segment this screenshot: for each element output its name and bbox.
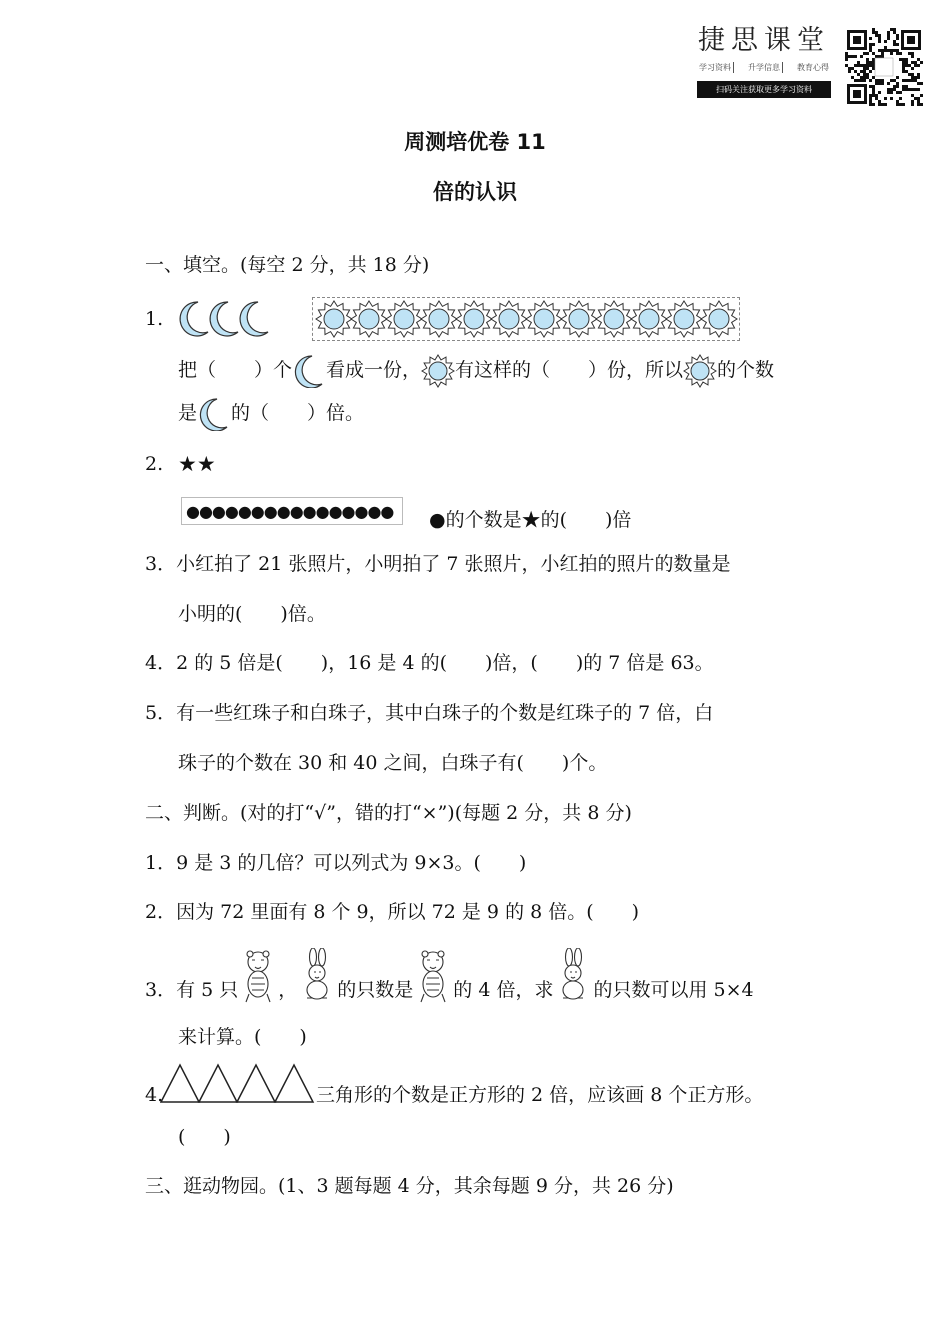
sun-icon <box>491 301 527 337</box>
s2-q3-text: 的只数可以用 5×4 <box>593 979 754 1001</box>
q5-line2: 珠子的个数在 30 和 40 之间，白珠子有( )个。 <box>178 752 608 774</box>
sun-icon <box>701 301 737 337</box>
s2-q3-text: ， <box>278 979 298 1001</box>
brand-tag: 学习资料 <box>697 62 734 73</box>
brand-bar: 扫码关注获取更多学习资料 <box>697 81 831 98</box>
s2-q3-line1 <box>145 976 754 1004</box>
q1-text: 的个数 <box>717 359 775 381</box>
triangle-icon <box>237 1065 275 1102</box>
q2-stars: ★★ <box>178 452 216 476</box>
sun-icon <box>526 301 562 337</box>
moon-icon <box>292 354 326 388</box>
sun-icon <box>631 301 667 337</box>
q1-text: 看成一份， <box>326 359 422 381</box>
moon-icon <box>197 397 231 431</box>
brand-tags <box>697 62 831 73</box>
brand-name: 捷思课堂 <box>698 25 830 56</box>
rabbit-icon <box>297 948 337 1004</box>
sun-icon <box>683 354 717 388</box>
sun-icon <box>596 301 632 337</box>
s2-q4-text: 三角形的个数是正方形的 2 倍，应该画 8 个正方形。 <box>316 1084 764 1106</box>
rabbit-icon <box>553 948 593 1004</box>
sun-icon <box>422 355 454 387</box>
q1-text: 把（ ）个 <box>178 359 293 381</box>
sun-icon <box>666 301 702 337</box>
s2-q3-line2: 来计算。( ) <box>178 1026 307 1048</box>
sun-icon <box>351 301 387 337</box>
q1-line2 <box>178 397 364 431</box>
q1-text: 的（ ）倍。 <box>231 402 365 424</box>
q1-line1 <box>178 354 774 388</box>
brand-tag: 教育心得 <box>797 63 829 72</box>
q5-line1: 5．有一些红珠子和白珠子，其中白珠子的个数是红珠子的 7 倍，白 <box>145 702 714 724</box>
s2-q4-number: 4. <box>145 1084 164 1106</box>
tiger-icon <box>413 948 453 1004</box>
q2-text: ●的个数是★的( )倍 <box>429 509 632 531</box>
triangle-icon <box>199 1065 237 1102</box>
sun-icon <box>421 354 455 388</box>
q3-line1: 3．小红拍了 21 张照片，小明拍了 7 张照片，小红拍的照片的数量是 <box>145 553 731 575</box>
moon-icon <box>210 302 238 336</box>
brand-tag: 升学信息 <box>746 62 783 73</box>
q3-line2: 小明的( )倍。 <box>178 603 326 625</box>
sun-box <box>312 297 740 341</box>
page-title: 周测培优卷 11 <box>404 130 546 154</box>
moon-icon <box>240 302 268 336</box>
section3-heading: 三、逛动物园。(1、3 题每题 4 分，其余每题 9 分，共 26 分) <box>145 1175 674 1197</box>
q1-text: 是 <box>178 402 198 424</box>
page-subtitle: 倍的认识 <box>433 180 517 204</box>
s2-q3-text: 的 4 倍，求 <box>453 979 554 1001</box>
sun-icon <box>561 301 597 337</box>
section2-heading: 二、判断。(对的打“√”，错的打“×”)(每题 2 分，共 8 分) <box>145 802 632 824</box>
q1-number: 1. <box>145 308 164 330</box>
qr-code-icon[interactable] <box>845 28 923 106</box>
q2-number: 2. <box>145 453 164 475</box>
sun-icon <box>386 301 422 337</box>
s2-q3-text: 3．有 5 只 <box>145 979 239 1001</box>
s2-q1: 1．9 是 3 的几倍？可以列式为 9×3。( ) <box>145 852 527 874</box>
q4-text: 4．2 的 5 倍是( )，16 是 4 的( )倍，( )的 7 倍是 63。 <box>145 652 714 674</box>
q1-text: 有这样的（ ）份，所以 <box>455 359 684 381</box>
triangle-icon <box>275 1065 313 1102</box>
sun-icon <box>684 355 716 387</box>
moon-icon <box>180 302 208 336</box>
sun-icon <box>456 301 492 337</box>
triangle-icon <box>161 1065 199 1102</box>
sun-icon <box>316 301 352 337</box>
s2-q4-line2: ( ) <box>178 1126 231 1148</box>
sun-icon <box>421 301 457 337</box>
section1-heading: 一、填空。(每空 2 分，共 18 分) <box>145 254 430 276</box>
triangle-row <box>160 1063 316 1103</box>
s2-q3-text: 的只数是 <box>337 979 414 1001</box>
tiger-icon <box>238 948 278 1004</box>
moon-group <box>176 300 276 338</box>
q2-dots: ●●●●●●●●●●●●●●●● <box>181 497 403 525</box>
brand-header <box>697 24 831 98</box>
s2-q2: 2．因为 72 里面有 8 个 9，所以 72 是 9 的 8 倍。( ) <box>145 901 640 923</box>
